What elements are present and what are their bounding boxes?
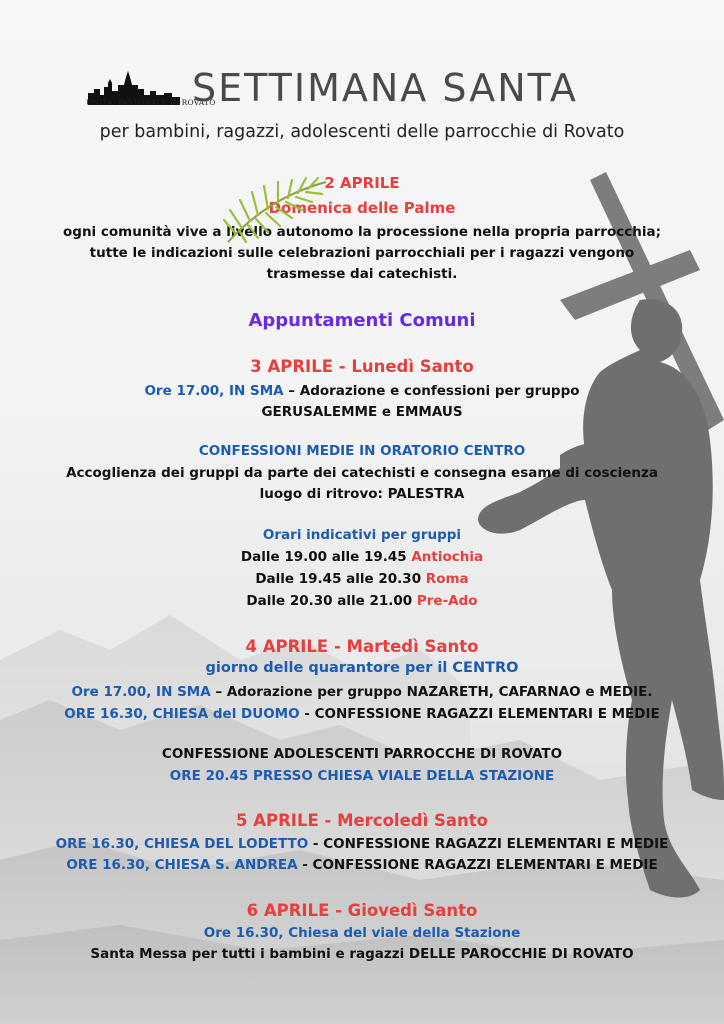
monday-line-1 [0, 383, 724, 399]
tuesday-subheading: giorno delle quarantore per il CENTRO [205, 660, 519, 676]
slot-row [0, 593, 724, 609]
common-appointments-heading: Appuntamenti Comuni [248, 310, 476, 331]
slot-row [0, 549, 724, 565]
wednesday-desc-2: - CONFESSIONE RAGAZZI ELEMENTARI E MEDIE [297, 857, 658, 873]
monday-confession-text-2: luogo di ritrovo: PALESTRA [259, 486, 465, 502]
monday-heading: 3 APRILE - Lunedì Santo [250, 357, 474, 376]
ado-confession-heading: CONFESSIONE ADOLESCENTI PARROCCHE DI ROVATO [161, 746, 563, 762]
palm-leaf-icon [222, 176, 332, 246]
monday-time: Ore 17.00, IN SMA [144, 383, 284, 399]
slot-group: Pre-Ado [416, 593, 478, 609]
tuesday-line-1 [0, 684, 724, 700]
wednesday-time-1: ORE 16.30, CHIESA DEL LODETTO [55, 836, 309, 852]
tuesday-time-2: ORE 16.30, CHIESA del DUOMO [64, 706, 300, 722]
page-title: SETTIMANA SANTA [192, 66, 578, 110]
tuesday-desc-1: – Adorazione per gruppo NAZARETH, CAFARNAO e MEDIE. [210, 684, 653, 700]
monday-desc-2: GERUSALEMME e EMMAUS [261, 404, 463, 420]
slot-group: Antiochia [411, 549, 484, 565]
wednesday-line-2 [0, 857, 724, 873]
tuesday-time-1: Ore 17.00, IN SMA [71, 684, 211, 700]
slot-time: Dalle 19.00 alle 19.45 [240, 549, 412, 565]
thursday-time: Ore 16.30, Chiesa del viale della Stazione [203, 925, 521, 941]
palm-sunday-text-1: ogni comunità vive a livello autonomo la processione nella propria parrocchia; [63, 224, 661, 240]
logo-text: UNITA' PASTORALE DI ROVATO [86, 98, 216, 107]
wednesday-line-1 [0, 836, 724, 852]
page-subtitle: per bambini, ragazzi, adolescenti delle parrocchie di Rovato [99, 122, 625, 142]
thursday-heading: 6 APRILE - Giovedì Santo [246, 901, 478, 920]
thursday-desc: Santa Messa per tutti i bambini e ragazzi DELLE PAROCCHIE DI ROVATO [90, 946, 634, 962]
monday-desc-1: – Adorazione e confessioni per gruppo [283, 383, 580, 399]
palm-sunday-date: 2 APRILE [324, 174, 400, 192]
palm-sunday-text-2: tutte le indicazioni sulle celebrazioni parrocchiali per i ragazzi vengono [89, 245, 635, 261]
palm-sunday-name: Domenica delle Palme [268, 199, 456, 217]
tuesday-heading: 4 APRILE - Martedì Santo [245, 637, 479, 656]
ado-confession-time: ORE 20.45 PRESSO CHIESA VIALE DELLA STAZIONE [169, 768, 555, 784]
palm-sunday-text-3: trasmesse dai catechisti. [266, 266, 458, 282]
slot-group: Roma [425, 571, 469, 587]
monday-confession-heading: CONFESSIONI MEDIE IN ORATORIO CENTRO [198, 443, 526, 459]
orari-heading: Orari indicativi per gruppi [262, 527, 462, 543]
wednesday-desc-1: - CONFESSIONE RAGAZZI ELEMENTARI E MEDIE [308, 836, 669, 852]
slot-row [0, 571, 724, 587]
tuesday-line-2 [0, 706, 724, 722]
tuesday-desc-2: - CONFESSIONE RAGAZZI ELEMENTARI E MEDIE [299, 706, 660, 722]
wednesday-heading: 5 APRILE - Mercoledì Santo [236, 811, 488, 830]
slot-time: Dalle 20.30 alle 21.00 [246, 593, 417, 609]
monday-confession-text-1: Accoglienza dei gruppi da parte dei catechisti e consegna esame di coscienza [66, 465, 658, 481]
wednesday-time-2: ORE 16.30, CHIESA S. ANDREA [66, 857, 298, 873]
slot-time: Dalle 19.45 alle 20.30 [255, 571, 426, 587]
